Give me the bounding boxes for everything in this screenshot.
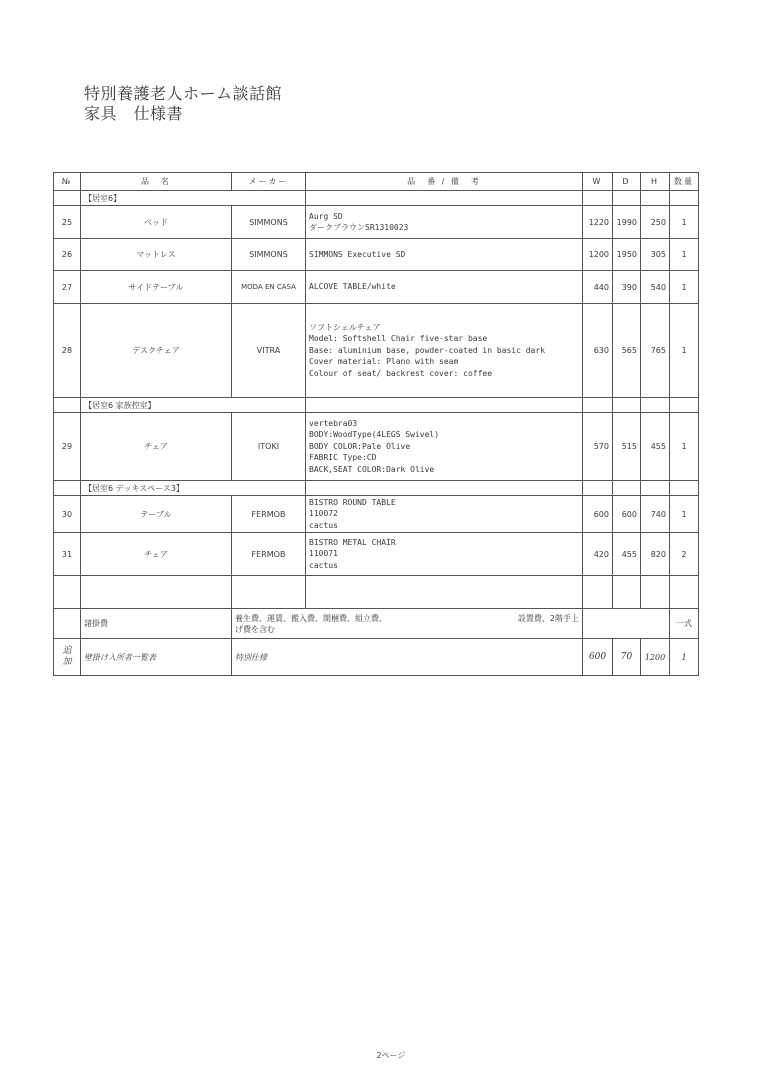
document-header <box>84 84 282 124</box>
item-name: チェア <box>81 413 232 481</box>
section-row <box>54 481 699 496</box>
item-notes: ソフトシェルチェア Model: Softshell Chair five-star base Base: aluminium base, powder-coated in basic dark Cover material: Plano with seam Colour of seat/ backrest cover: coffee <box>306 304 583 398</box>
item-no: 30 <box>54 496 81 533</box>
item-qty: 1 <box>670 271 699 304</box>
item-width: 420 <box>583 533 613 576</box>
item-width: 1200 <box>583 239 613 271</box>
col-header-name: 品 名 <box>81 173 232 191</box>
item-name: サイドテーブル <box>81 271 232 304</box>
item-height: 820 <box>641 533 670 576</box>
facility-name: 特別養護老人ホーム談話館 <box>84 84 283 103</box>
item-width: 600 <box>583 496 613 533</box>
item-qty: 1 <box>670 304 699 398</box>
misc-cost-name: 諸掛費 <box>81 609 232 639</box>
item-qty: 1 <box>670 239 699 271</box>
item-maker: ITOKI <box>232 413 306 481</box>
item-depth: 600 <box>613 496 641 533</box>
furniture-spec-table <box>53 172 699 676</box>
section-label: 【居室6 家族控室】 <box>81 398 306 413</box>
item-maker: FERMOB <box>232 533 306 576</box>
item-height: 540 <box>641 271 670 304</box>
item-depth: 565 <box>613 304 641 398</box>
col-header-h: H <box>641 173 670 191</box>
col-header-w: W <box>583 173 613 191</box>
item-no: 28 <box>54 304 81 398</box>
col-header-maker: メーカー <box>232 173 306 191</box>
item-maker: SIMMONS <box>232 239 306 271</box>
col-header-d: D <box>613 173 641 191</box>
item-height: 250 <box>641 206 670 239</box>
item-height: 455 <box>641 413 670 481</box>
item-maker: MODA EN CASA <box>232 271 306 304</box>
item-no: 25 <box>54 206 81 239</box>
table-row <box>54 496 699 533</box>
handwritten-qty: 1 <box>670 639 699 676</box>
table-row <box>54 533 699 576</box>
section-row <box>54 191 699 206</box>
col-header-no: № <box>54 173 81 191</box>
item-width: 1220 <box>583 206 613 239</box>
item-no: 29 <box>54 413 81 481</box>
misc-cost-row <box>54 609 699 639</box>
handwritten-addition-mark: 追 加 <box>54 639 81 676</box>
item-no: 31 <box>54 533 81 576</box>
handwritten-height: 1200 <box>641 639 670 676</box>
item-height: 305 <box>641 239 670 271</box>
item-notes: BISTRO METAL CHAIR 110071 cactus <box>306 533 583 576</box>
item-height: 740 <box>641 496 670 533</box>
col-header-model: 品 番 / 備 考 <box>306 173 583 191</box>
item-depth: 1950 <box>613 239 641 271</box>
table-row <box>54 271 699 304</box>
item-notes: ALCOVE TABLE/white <box>306 271 583 304</box>
item-name: デスクチェア <box>81 304 232 398</box>
item-qty: 1 <box>670 496 699 533</box>
item-name: チェア <box>81 533 232 576</box>
item-no: 27 <box>54 271 81 304</box>
section-row <box>54 398 699 413</box>
item-notes: SIMMONS Executive SD <box>306 239 583 271</box>
handwritten-width: 600 <box>583 639 613 676</box>
item-name: マットレス <box>81 239 232 271</box>
item-maker: SIMMONS <box>232 206 306 239</box>
table-row <box>54 304 699 398</box>
table-header-row <box>54 173 699 191</box>
item-depth: 390 <box>613 271 641 304</box>
item-maker: VITRA <box>232 304 306 398</box>
table-row <box>54 206 699 239</box>
misc-cost-description: 養生費、運賃、搬入費、開梱費、組立費、 設置費、2階手上 げ費を含む <box>232 609 583 639</box>
item-depth: 1990 <box>613 206 641 239</box>
document-title: 家具 仕様書 <box>84 104 184 123</box>
item-depth: 455 <box>613 533 641 576</box>
table-row <box>54 413 699 481</box>
item-maker: FERMOB <box>232 496 306 533</box>
item-qty: 1 <box>670 413 699 481</box>
item-height: 765 <box>641 304 670 398</box>
handwritten-item-name: 壁掛け入所者一覧表 <box>81 639 232 676</box>
empty-row <box>54 576 699 609</box>
item-qty: 1 <box>670 206 699 239</box>
page-number: 2ページ <box>376 1051 406 1060</box>
handwritten-row <box>54 639 699 676</box>
item-notes: Aurg SD ダークブラウンSR1310023 <box>306 206 583 239</box>
item-notes: vertebra03 BODY:WoodType(4LEGS Swivel) BODY COLOR:Pale Olive FABRIC Type:CD BACK,SEAT COLOR:Dark Olive <box>306 413 583 481</box>
item-width: 570 <box>583 413 613 481</box>
item-qty: 2 <box>670 533 699 576</box>
section-label: 【居室6 デッキスペース3】 <box>81 481 306 496</box>
item-width: 630 <box>583 304 613 398</box>
handwritten-maker-note: 特別仕様 <box>232 639 583 676</box>
misc-cost-qty: 一式 <box>670 609 699 639</box>
col-header-qty: 数量 <box>670 173 699 191</box>
item-name: ベッド <box>81 206 232 239</box>
handwritten-depth: 70 <box>613 639 641 676</box>
item-no: 26 <box>54 239 81 271</box>
item-notes: BISTRO ROUND TABLE 110072 cactus <box>306 496 583 533</box>
section-label: 【居室6】 <box>81 191 306 206</box>
item-depth: 515 <box>613 413 641 481</box>
table-row <box>54 239 699 271</box>
item-name: テーブル <box>81 496 232 533</box>
item-width: 440 <box>583 271 613 304</box>
